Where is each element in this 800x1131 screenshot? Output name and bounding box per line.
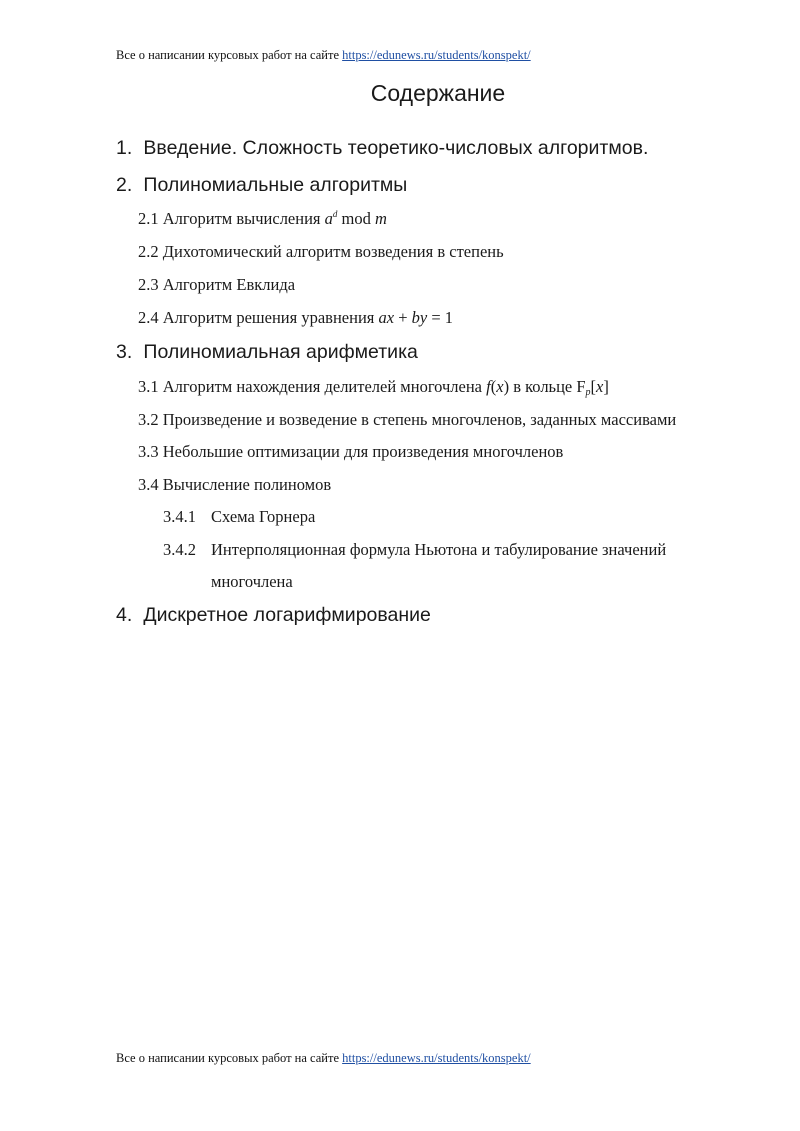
formula-eq: = 1 <box>427 308 454 327</box>
page-title: Содержание <box>370 80 506 106</box>
page-footer <box>116 1051 531 1066</box>
toc-item-3-4-2[interactable] <box>163 540 666 560</box>
toc-item-2-2[interactable] <box>138 242 504 262</box>
toc-number: 3. <box>116 341 133 363</box>
toc-label: многочлена <box>211 572 293 591</box>
header-text: Все о написании курсовых работ на сайте <box>116 48 343 62</box>
toc-label: Интерполяционная формула Ньютона и табулирование значений <box>211 540 667 559</box>
toc-label: 3.2 Произведение и возведение в степень многочленов, заданных массивами <box>138 410 677 429</box>
page-header <box>116 48 531 63</box>
toc-label: Дискретное логарифмирование <box>143 604 431 626</box>
toc-item-1[interactable] <box>116 137 648 160</box>
toc-label: 2.3 Алгоритм Евклида <box>138 275 296 294</box>
formula-ax: ax <box>378 308 395 327</box>
toc-number: 1. <box>116 137 133 159</box>
toc-number: 3.4.2 <box>163 540 196 559</box>
toc-label: 2.1 Алгоритм вычисления <box>138 209 325 228</box>
toc-item-2-1[interactable] <box>138 209 387 229</box>
toc-label: Полиномиальная арифметика <box>143 341 418 363</box>
formula-ring: в кольце F <box>509 377 586 396</box>
formula-f: f <box>486 377 491 396</box>
footer-link[interactable]: https://edunews.ru/students/konspekt/ <box>342 1051 531 1065</box>
formula-x: x <box>496 377 504 396</box>
toc-item-2-4[interactable] <box>138 308 453 328</box>
toc-item-3-4-1[interactable] <box>163 507 315 527</box>
formula-x2: x <box>596 377 604 396</box>
formula-var-a: a <box>324 209 333 228</box>
toc-label: 3.1 Алгоритм нахождения делителей многочлена <box>138 377 487 396</box>
toc-number: 4. <box>116 604 133 626</box>
toc-label: 3.3 Небольшие оптимизации для произведения многочленов <box>138 442 564 461</box>
toc-item-3-4-2-continuation[interactable] <box>211 572 293 592</box>
formula-exp-d: d <box>332 209 338 219</box>
toc-label: Полиномиальные алгоритмы <box>143 174 408 196</box>
toc-number: 3.4.1 <box>163 507 196 526</box>
formula-var-m: m <box>374 209 387 228</box>
toc-item-3[interactable] <box>116 341 418 364</box>
toc-item-3-1[interactable]: 3.1 Алгоритм нахождения делителей многочлена f(x) в кольце $F_p[x]$ <box>138 377 609 398</box>
toc-label: 2.2 Дихотомический алгоритм возведения в степень <box>138 242 504 261</box>
toc-label: 3.4 Вычисление полиномов <box>138 475 332 494</box>
header-link[interactable]: https://edunews.ru/students/konspekt/ <box>342 48 531 62</box>
formula-sub-p: p <box>585 387 591 398</box>
toc-item-4[interactable] <box>116 604 431 627</box>
formula-by: by <box>411 308 428 327</box>
toc-number: 2. <box>116 174 133 196</box>
toc-label: Введение. Сложность теоретико-числовых алгоритмов. <box>143 137 649 159</box>
toc-label: Схема Горнера <box>211 507 316 526</box>
formula-mod: mod <box>337 209 375 228</box>
formula-plus: + <box>394 308 412 327</box>
toc-item-2-3[interactable] <box>138 275 295 295</box>
toc-item-3-2[interactable] <box>138 410 676 430</box>
footer-text: Все о написании курсовых работ на сайте <box>116 1051 343 1065</box>
toc-item-3-4[interactable] <box>138 475 331 495</box>
toc-label: 2.4 Алгоритм решения уравнения <box>138 308 379 327</box>
toc-item-3-3[interactable] <box>138 442 563 462</box>
toc-item-2[interactable] <box>116 174 407 197</box>
